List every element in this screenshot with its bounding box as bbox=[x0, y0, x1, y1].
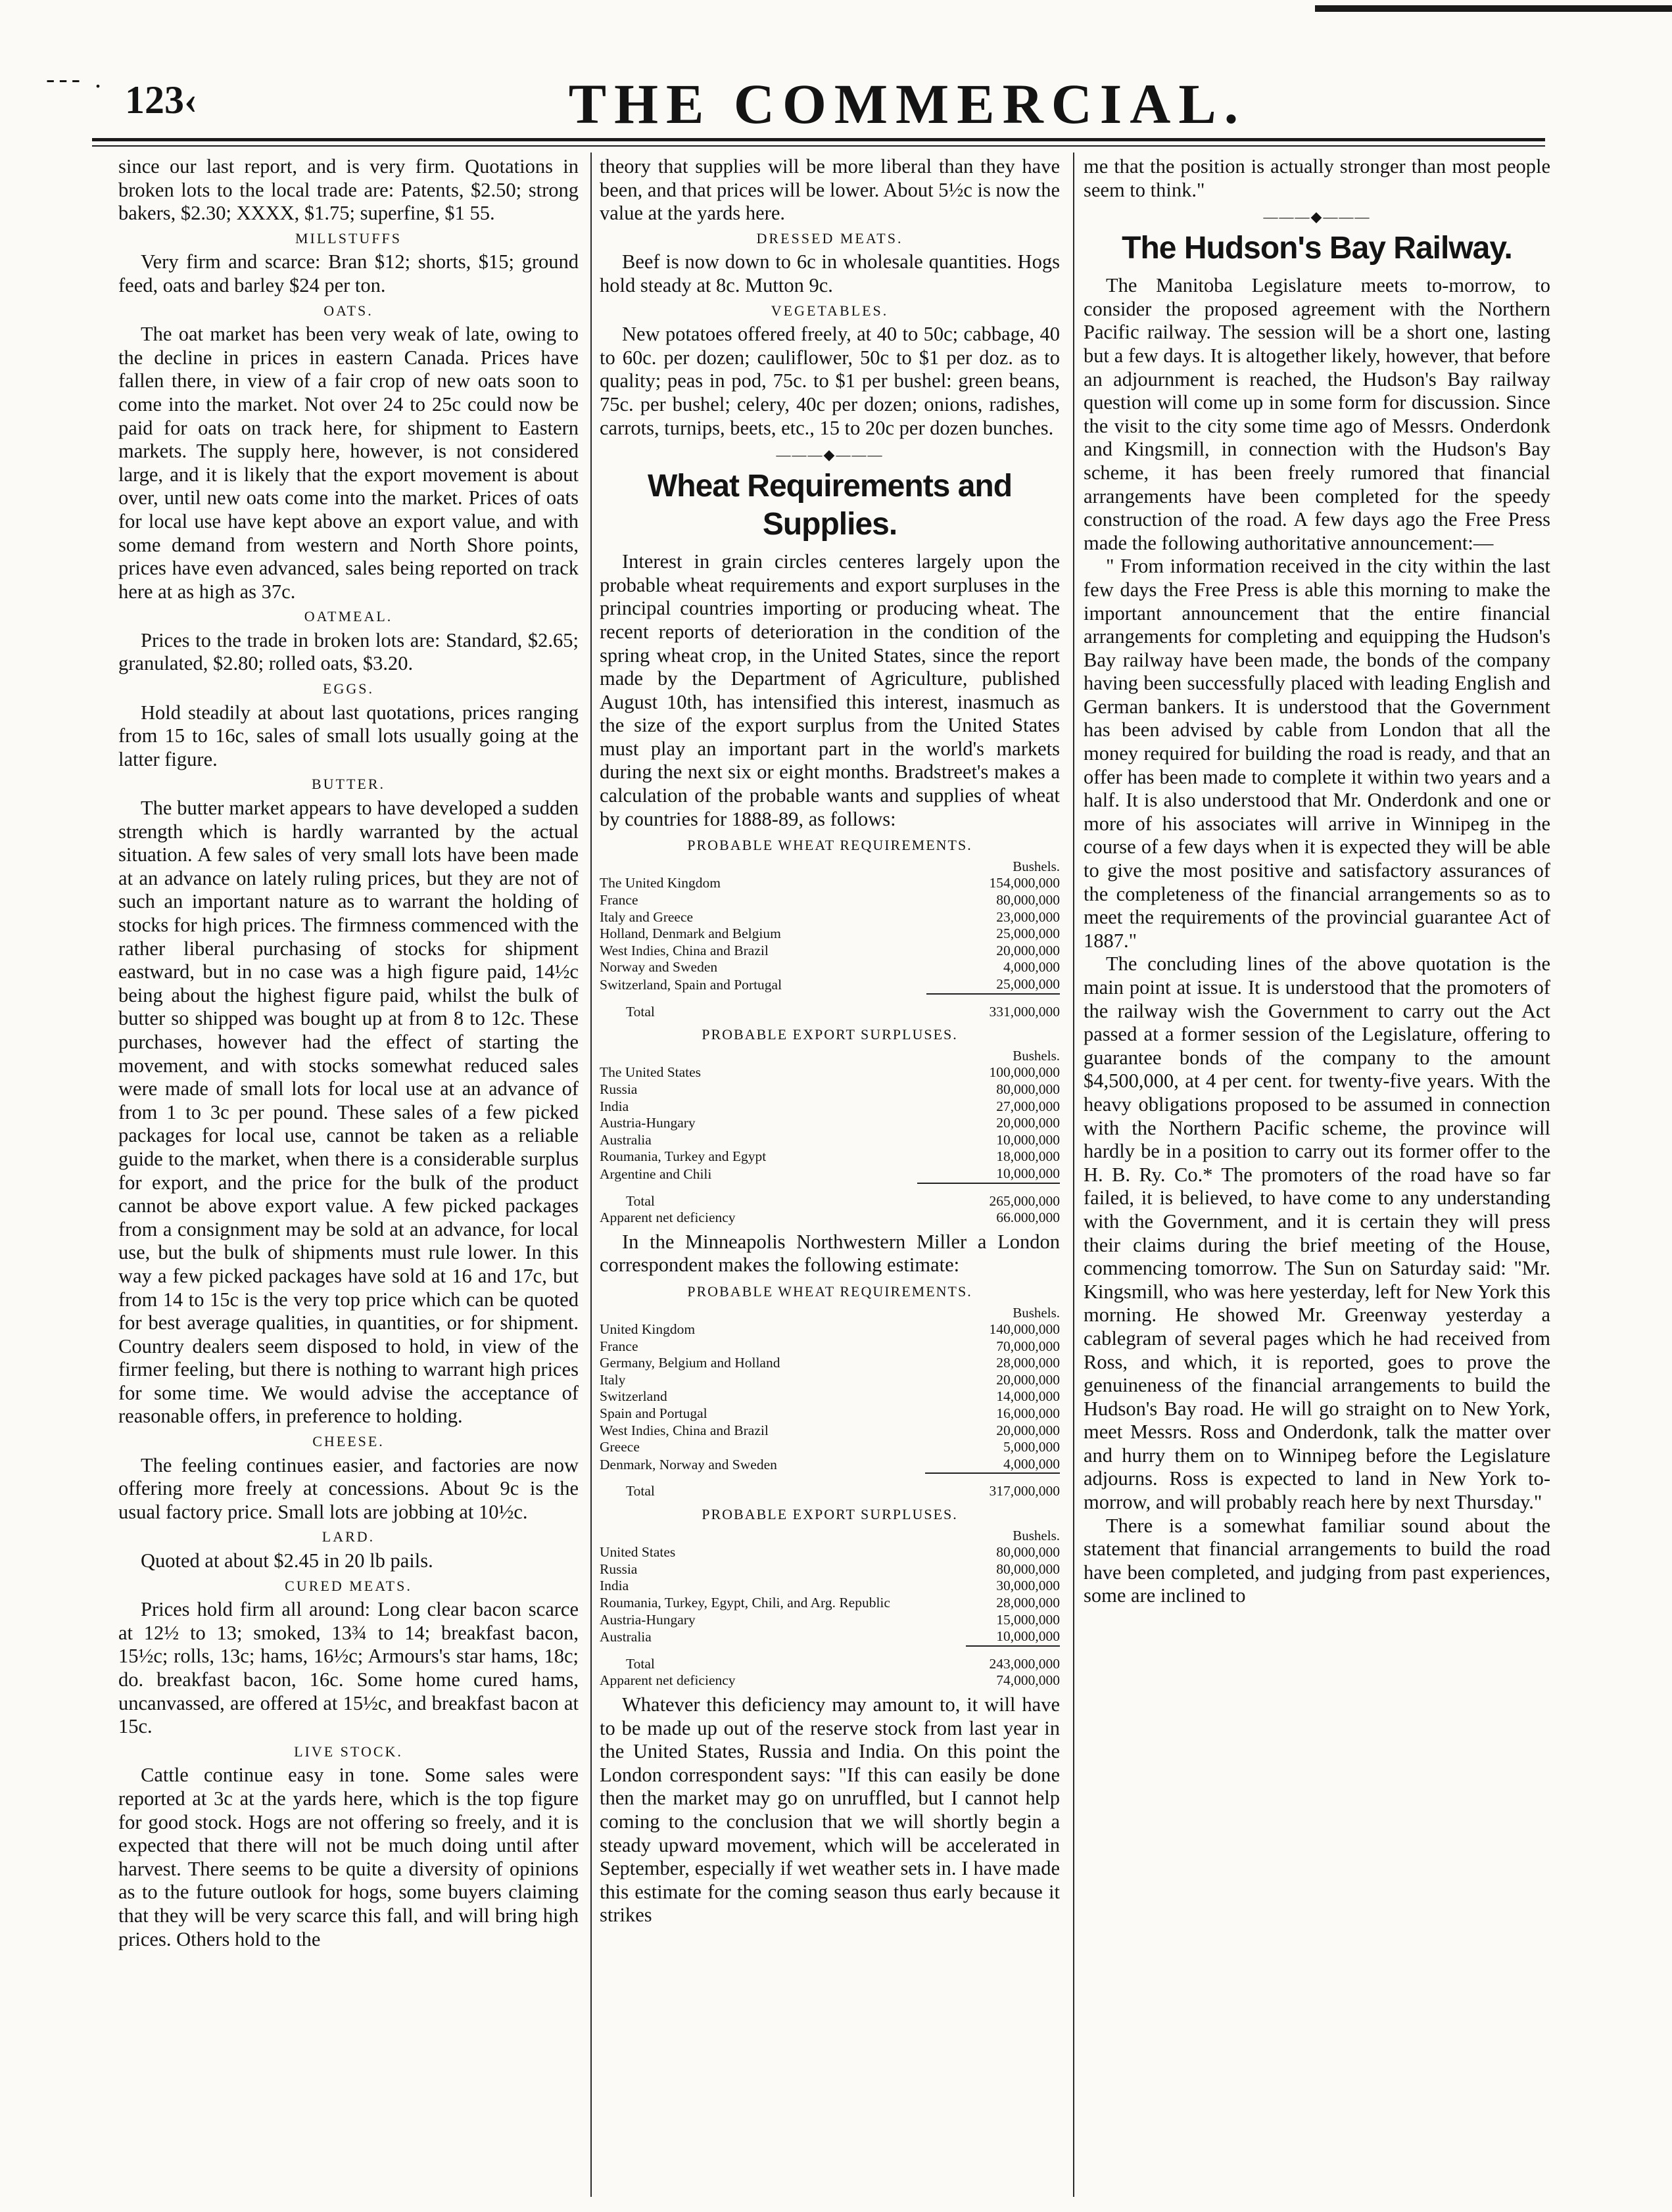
paragraph: Interest in grain circles centeres largely upon the probable wheat requirements and export surpluses in the principal countries importing or producing wheat. The recent reports of deterioration in the condition of the spring wheat crop, in the United States, since the report made by the Department of Agriculture, published August 10th, has intensified this interest, inasmuch as the size of the export surplus from the United States must play an important part in the world's markets during the next six or eight months. Bradstreet's makes a calculation of the probable wants and supplies of wheat by countries for 1888-89, as follows: bbox=[600, 550, 1060, 830]
table-title: PROBABLE EXPORT SURPLUSES. bbox=[702, 1506, 958, 1523]
column-2 bbox=[600, 155, 1060, 2200]
paragraph: There is a somewhat familiar sound about the statement that financial arrangements to build the road have been completed, and judging from past experiences, some are inclined to bbox=[1084, 1514, 1550, 1607]
deficiency-value: 74,000,000 bbox=[996, 1672, 1060, 1689]
country-name: United Kingdom bbox=[600, 1321, 696, 1338]
total-label: Total bbox=[626, 1483, 655, 1499]
table-title: PROBABLE WHEAT REQUIREMENTS. bbox=[687, 837, 972, 854]
paragraph: Prices hold firm all around: Long clear bacon scarce at 12½ to 13; smoked, 13¾ to 14; breakfast bacon, 15½c; rolls, 13c; hams, 16½c; Armours's star hams, 18c; do. breakfast bacon, 16c. Some home cured hams, uncanvassed, are offered at 15½c, and breakfast bacon at 15c. bbox=[118, 1598, 579, 1738]
country-name: Italy bbox=[600, 1371, 626, 1388]
bushels-value: 27,000,000 bbox=[996, 1098, 1060, 1114]
country-name: Switzerland, Spain and Portugal bbox=[600, 977, 782, 993]
country-name: Holland, Denmark and Belgium bbox=[600, 926, 781, 942]
paragraph: In the Minneapolis Northwestern Miller a London correspondent makes the following estimate: bbox=[600, 1230, 1060, 1277]
table-row bbox=[600, 1148, 1060, 1165]
paragraph: Prices to the trade in broken lots are: Standard, $2.65; granulated, $2.80; rolled oats, $3.20. bbox=[118, 628, 579, 675]
wheat-table bbox=[600, 859, 1060, 1020]
total-row bbox=[600, 1473, 1060, 1500]
section-heading: OATMEAL. bbox=[304, 608, 393, 625]
country-name: India bbox=[600, 1098, 629, 1114]
paragraph: me that the position is actually stronger than most people seem to think." bbox=[1084, 155, 1550, 201]
bushels-value: 4,000,000 bbox=[1003, 959, 1060, 976]
article-headline: The Hudson's Bay Railway. bbox=[1122, 231, 1512, 266]
bushels-value: 80,000,000 bbox=[996, 1081, 1060, 1097]
section-heading: OATS. bbox=[323, 302, 373, 319]
bushels-value: 20,000,000 bbox=[996, 1115, 1060, 1131]
country-name: Australia bbox=[600, 1131, 652, 1148]
country-name: Russia bbox=[600, 1081, 638, 1097]
bushels-value: 80,000,000 bbox=[996, 1561, 1060, 1577]
table-row bbox=[600, 943, 1060, 960]
country-name: France bbox=[600, 1338, 638, 1354]
country-name: The United States bbox=[600, 1064, 702, 1081]
total-value: 317,000,000 bbox=[925, 1473, 1060, 1500]
section-heading: MILLSTUFFS bbox=[295, 229, 402, 247]
paragraph: New potatoes offered freely, at 40 to 50c; cabbage, 40 to 60c. per dozen; cauliflower, 50c to $1 per doz. as to quality; peas in pod, 75c. to $1 per bushel: green beans, 75c. per bushel; celery, 40c per dozen; onions, radishes, carrots, turnips, beets, etc., 15 to 20c per dozen bunches. bbox=[600, 323, 1060, 439]
country-name: United States bbox=[600, 1544, 676, 1561]
bushels-value: 15,000,000 bbox=[996, 1611, 1060, 1628]
paragraph: The feeling continues easier, and factories are now offering more freely at concessions. About 9c is the usual factory price. Small lots are jobbing at 10½c. bbox=[118, 1453, 579, 1523]
bushels-value: 20,000,000 bbox=[996, 1422, 1060, 1438]
country-name: Switzerland bbox=[600, 1388, 667, 1405]
table-row bbox=[600, 1115, 1060, 1132]
paragraph: The Manitoba Legislature meets to-morrow, to consider the proposed agreement with the Northern Pacific railway. The session will be a short one, lasting but a few days. It is altogether likely, however, that before an adjournment is reached, the Hudson's Bay railway question will come up in some form for discussion. Since the visit to the city some time ago of Messrs. Onderdonk and Kingsmill, in connection with the Hudson's Bay scheme, it has been freely rumored that financial arrangements have been completed for the speedy construction of the road. A few days ago the Free Press made the following authoritative announcement:— bbox=[1084, 274, 1550, 554]
bushels-value: 80,000,000 bbox=[996, 1544, 1060, 1561]
section-heading: CHEESE. bbox=[312, 1433, 385, 1450]
bushels-value: 14,000,000 bbox=[996, 1388, 1060, 1405]
section-heading: LARD. bbox=[322, 1528, 375, 1545]
table-row bbox=[600, 1098, 1060, 1116]
bushels-value: 28,000,000 bbox=[996, 1595, 1060, 1611]
country-name: Austria-Hungary bbox=[600, 1115, 696, 1131]
column-3 bbox=[1084, 155, 1550, 2200]
bushels-value: 10,000,000 bbox=[996, 1165, 1060, 1181]
page-number: 123‹ bbox=[125, 78, 197, 122]
column-divider bbox=[1073, 153, 1074, 2197]
bushels-value: 70,000,000 bbox=[996, 1338, 1060, 1354]
table-row bbox=[600, 1321, 1060, 1338]
header-rule bbox=[92, 138, 1545, 141]
table-row bbox=[600, 1165, 1060, 1183]
bushels-value: 30,000,000 bbox=[996, 1578, 1060, 1594]
bushels-value: 154,000,000 bbox=[989, 875, 1060, 891]
bushels-value: 25,000,000 bbox=[996, 976, 1060, 992]
table-row bbox=[600, 926, 1060, 943]
table-row bbox=[600, 1439, 1060, 1456]
table-title: PROBABLE EXPORT SURPLUSES. bbox=[702, 1026, 958, 1043]
deficiency-row bbox=[600, 1672, 1060, 1689]
paragraph: since our last report, and is very firm. Quotations in broken lots to the local trade are: Patents, $2.50; strong bakers, $2.30; XXXX, $1.75; superfine, $1 55. bbox=[118, 155, 579, 225]
deficiency-label: Apparent net deficiency bbox=[600, 1672, 736, 1689]
header-rule-thin bbox=[92, 145, 1545, 147]
table-row bbox=[600, 1561, 1060, 1578]
deficiency-label: Apparent net deficiency bbox=[600, 1210, 736, 1226]
total-label: Total bbox=[626, 1003, 655, 1020]
country-name: Austria-Hungary bbox=[600, 1611, 696, 1628]
paragraph: theory that supplies will be more liberal than they have been, and that prices will be lower. About 5½c is now the value at the yards here. bbox=[600, 155, 1060, 225]
total-row bbox=[600, 1183, 1060, 1210]
bushels-value: 16,000,000 bbox=[996, 1405, 1060, 1422]
country-name: Roumania, Turkey and Egypt bbox=[600, 1148, 767, 1165]
section-heading: CURED MEATS. bbox=[285, 1577, 412, 1594]
article-headline: Wheat Requirements and Supplies. bbox=[647, 469, 1013, 542]
paragraph: Hold steadily at about last quotations, prices ranging from 15 to 16c, sales of small lots usually going at the latter figure. bbox=[118, 701, 579, 770]
bushels-value: 100,000,000 bbox=[989, 1064, 1060, 1081]
country-name: Denmark, Norway and Sweden bbox=[600, 1456, 777, 1472]
table-row bbox=[600, 1372, 1060, 1389]
table-row bbox=[600, 1595, 1060, 1612]
bushels-value: 23,000,000 bbox=[996, 908, 1060, 925]
section-heading: LIVE STOCK. bbox=[294, 1743, 403, 1760]
table-title: PROBABLE WHEAT REQUIREMENTS. bbox=[687, 1282, 972, 1300]
country-name: France bbox=[600, 892, 638, 908]
table-row bbox=[600, 1628, 1060, 1646]
table-row bbox=[600, 1423, 1060, 1440]
separator-ornament: ———◆——— bbox=[776, 446, 884, 463]
section-heading: VEGETABLES. bbox=[771, 302, 889, 319]
top-edge-rule bbox=[1315, 5, 1672, 12]
table-row bbox=[600, 1064, 1060, 1081]
paragraph: " From information received in the city within the last few days the Free Press is able this morning to make the important announcement that the entire financial arrangements for completing and equipping the Hudson's Bay railway have been made, the bonds of the company having been successfully placed with leading English and German bankers. It is understood that the Government has been advised by cable from London that all the money required for building the road is ready, and that an offer has been made to complete it within two years and a half. It is also understood that Mr. Onderdonk and one or more of his associates will arrive in Winnipeg in the course of a few days when it is expected they will be able to give the most positive and satisfactory assurances of the completeness of the financial arrangements so as to meet the requirements of the provincial guarantee Act of 1887." bbox=[1084, 555, 1550, 952]
table-row bbox=[600, 909, 1060, 926]
table-row bbox=[600, 1338, 1060, 1355]
paragraph: The concluding lines of the above quotation is the main point at issue. It is understood that the promoters of the railway wish the Government to carry out the Act passed at a former session of the Legislature, offering to guarantee bonds of the company to the amount $4,500,000, at 4 per cent. for twenty-five years. With the heavy obligations proposed to be assumed in connection with the Northern Pacific scheme, the province will hardly be in a position to carry out its former offer to the H. B. Ry. Co.* The promoters of the road have so far failed, it is believed, to have come to any understanding with the Government, and it is certain they will press their claims during the brief meeting of the House, commencing tomorrow. The Sun on Saturday said: "Mr. Kingsmill, who was here yesterday, left for New York this morning. He showed Mr. Greenway yesterday a cablegram of several pages which he had received from Ross, and which, it is reported, goes to prove the genuineness of the financial arrangements to build the Hudson's Bay road. He will go straight on to New York, meet Messrs. Ross and Onderdonk, talk the matter over and hurry them on to Winnipeg before the Legislature adjourns. Ross is expected to land in New York to-morrow, and will probably reach here by next Thursday." bbox=[1084, 953, 1550, 1514]
country-name: India bbox=[600, 1578, 629, 1594]
total-value: 265,000,000 bbox=[917, 1183, 1060, 1210]
bushels-value: 25,000,000 bbox=[996, 926, 1060, 942]
table-row bbox=[600, 1578, 1060, 1595]
table-row bbox=[600, 892, 1060, 909]
wheat-table bbox=[600, 1048, 1060, 1227]
table-row bbox=[600, 959, 1060, 976]
bushels-value: 18,000,000 bbox=[996, 1148, 1060, 1165]
country-name: Spain and Portugal bbox=[600, 1405, 707, 1422]
unit-label: Bushels. bbox=[1013, 858, 1060, 874]
table-row bbox=[600, 1132, 1060, 1149]
bushels-value: 80,000,000 bbox=[996, 892, 1060, 908]
paragraph: Very firm and scarce: Bran $12; shorts, $15; ground feed, oats and barley $24 per ton. bbox=[118, 250, 579, 296]
bushels-value: 5,000,000 bbox=[1003, 1439, 1060, 1455]
total-value: 331,000,000 bbox=[926, 994, 1060, 1021]
section-heading: BUTTER. bbox=[311, 776, 386, 793]
unit-label: Bushels. bbox=[1013, 1304, 1060, 1321]
paragraph: The butter market appears to have developed a sudden strength which is hardly warranted by the actual situation. A few sales of very small lots have been made at an advance on lately ruling prices, but they are not of such an important nature as to warrant the holding of stocks for high prices. The firmness commenced with the rather liberal purchasing of stocks for shipment eastward, but in no case was a high figure paid, 14½c being about the highest figure paid, whilst the bulk of butter so shipped was bought up at from 8 to 12c. These purchases, however had the effect of starting the movement, and with stocks somewhat reduced sales were made of small lots for local use at an advance of from 1 to 3c per pound. These sales of a few picked packages for local use, cannot be taken as a reliable guide to the market, when there is a considerable surplus for export, and the price for the bulk of the product cannot be above export value. A few picked packages from a consignment may be sold at an advance, for local use, but the bulk of shipments must rule lower. In this way a few picked packages have sold at 16 and 17c, but from 14 to 15c is the very top price which can be quoted for best average qualities, in quantities, or for shipment. Country dealers seem disposed to hold, in view of the firmer feeling, but there is nothing to warrant high prices for some time. We would advise the acceptance of reasonable offers, in preference to holding. bbox=[118, 797, 579, 1428]
unit-label: Bushels. bbox=[1013, 1047, 1060, 1064]
table-row bbox=[600, 1081, 1060, 1098]
paragraph: Quoted at about $2.45 in 20 lb pails. bbox=[141, 1549, 433, 1572]
table-row bbox=[600, 976, 1060, 994]
bushels-value: 4,000,000 bbox=[1003, 1455, 1060, 1472]
total-label: Total bbox=[626, 1655, 655, 1672]
country-name: Italy and Greece bbox=[600, 908, 694, 925]
bushels-value: 28,000,000 bbox=[996, 1355, 1060, 1371]
section-heading: EGGS. bbox=[323, 680, 374, 697]
country-name: Norway and Sweden bbox=[600, 959, 718, 976]
masthead-title: THE COMMERCIAL. bbox=[568, 72, 1247, 135]
total-value: 243,000,000 bbox=[966, 1646, 1060, 1673]
paragraph: Whatever this deficiency may amount to, it will have to be made up out of the reserve stock from last year in the United States, Russia and India. On this point the London correspondent says: "If this can easily be done then the market may go on unruffled, but I cannot help coming to the conclusion that we will shortly begin a steady upward movement, which will be accelerated in September, especially if wet weather sets in. I have made this estimate for the coming season thus early because it strikes bbox=[600, 1693, 1060, 1927]
paragraph: Cattle continue easy in tone. Some sales were reported at 3c at the yards here, which is the top figure for good stock. Hogs are not offering so freely, and it is expected that there will not be much doing until after harvest. There seems to be quite a diversity of opinions as to the future outlook for hogs, some buyers claiming that they will be very scarce this fall, and will bring high prices. Others hold to the bbox=[118, 1764, 579, 1950]
wheat-table bbox=[600, 1528, 1060, 1689]
bushels-value: 10,000,000 bbox=[996, 1628, 1060, 1645]
table-row bbox=[600, 1456, 1060, 1474]
country-name: Argentine and Chili bbox=[600, 1165, 712, 1182]
total-row bbox=[600, 1646, 1060, 1673]
country-name: Roumania, Turkey, Egypt, Chili, and Arg. Republic bbox=[600, 1595, 890, 1611]
deficiency-value: 66.000,000 bbox=[996, 1210, 1060, 1226]
country-name: Germany, Belgium and Holland bbox=[600, 1355, 780, 1371]
section-heading: DRESSED MEATS. bbox=[756, 229, 903, 247]
wheat-table bbox=[600, 1305, 1060, 1501]
column-1 bbox=[118, 155, 579, 2200]
separator-ornament: ———◆——— bbox=[1263, 208, 1371, 225]
table-row bbox=[600, 1355, 1060, 1372]
bushels-value: 20,000,000 bbox=[996, 1371, 1060, 1388]
bushels-value: 20,000,000 bbox=[996, 942, 1060, 958]
deficiency-row bbox=[600, 1210, 1060, 1227]
bushels-value: 140,000,000 bbox=[989, 1321, 1060, 1338]
table-row bbox=[600, 1388, 1060, 1405]
total-row bbox=[600, 994, 1060, 1021]
table-row bbox=[600, 875, 1060, 892]
table-row bbox=[600, 1612, 1060, 1629]
country-name: West Indies, China and Brazil bbox=[600, 942, 769, 958]
paragraph: Beef is now down to 6c in wholesale quantities. Hogs hold steady at 8c. Mutton 9c. bbox=[600, 250, 1060, 296]
total-label: Total bbox=[626, 1192, 655, 1209]
paragraph: The oat market has been very weak of late, owing to the decline in prices in eastern Canada. Prices have fallen there, in view of a fair crop of new oats soon to come into the market. Not over 24 to 25c could now be paid for oats on track here, for shipment to Eastern markets. The supply here, however, is not considered large, and it is likely that the export movement is about over, until new oats come into the market. Prices of oats for local use have kept above an export value, and with some demand from western and North Shore points, prices have even advanced, sales being reported on track here at as high as 37c. bbox=[118, 323, 579, 603]
corner-mark: --- . bbox=[46, 64, 105, 93]
table-row bbox=[600, 1405, 1060, 1423]
bushels-value: 10,000,000 bbox=[996, 1131, 1060, 1148]
country-name: Greece bbox=[600, 1439, 640, 1455]
country-name: Russia bbox=[600, 1561, 638, 1577]
column-divider bbox=[590, 153, 592, 2197]
country-name: Australia bbox=[600, 1629, 652, 1645]
table-row bbox=[600, 1544, 1060, 1561]
country-name: West Indies, China and Brazil bbox=[600, 1422, 769, 1438]
unit-label: Bushels. bbox=[1013, 1527, 1060, 1543]
country-name: The United Kingdom bbox=[600, 875, 721, 891]
